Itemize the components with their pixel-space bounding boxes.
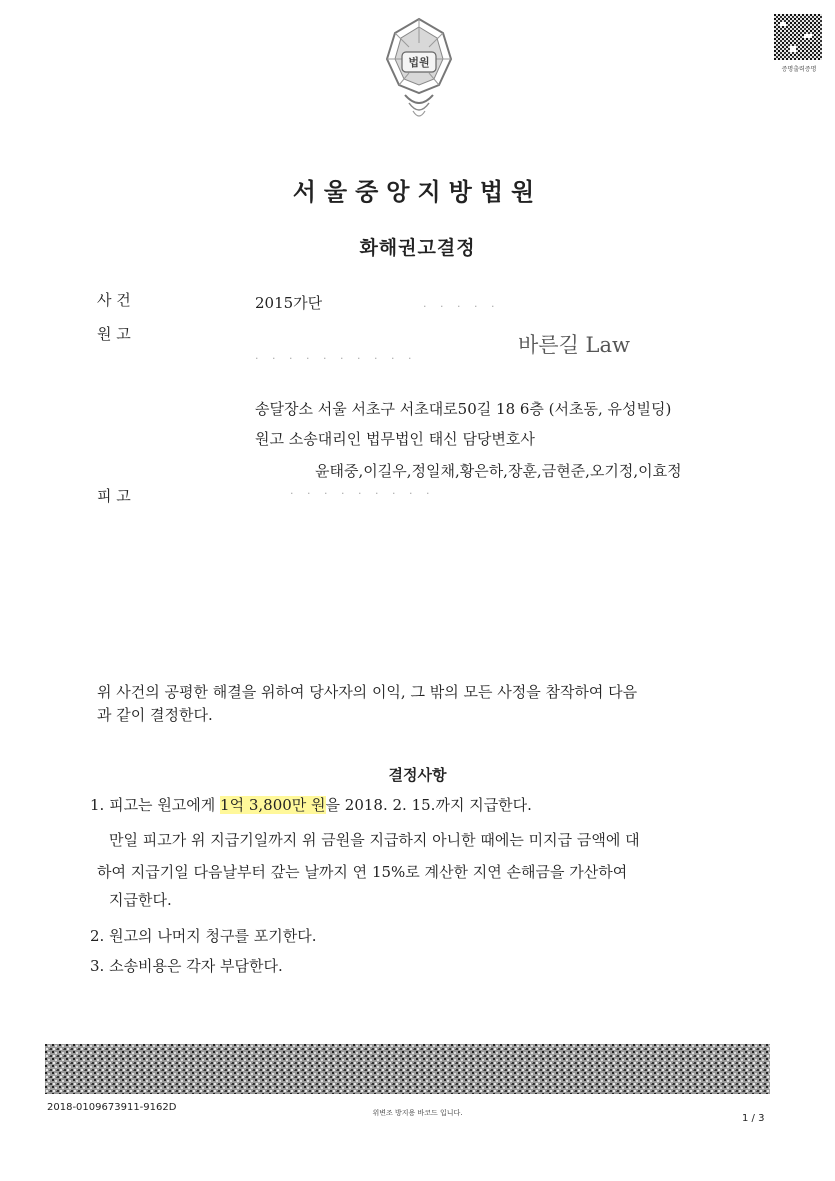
- defendant-label: 피 고: [97, 487, 131, 505]
- decision-item-1-line-4: 지급한다.: [109, 891, 172, 909]
- decision-item-1: [90, 794, 532, 815]
- intro-line-2: 과 같이 결정한다.: [97, 706, 213, 724]
- awarded-amount: 1억 3,800만 원: [220, 796, 326, 814]
- decision-item-1-suffix: 을 2018. 2. 15.까지 지급한다.: [325, 796, 532, 814]
- anti-forgery-caption: 위변조 방지용 바코드 입니다.: [372, 1109, 463, 1117]
- case-label: 사 건: [97, 291, 131, 309]
- document-title: 화해권고결정: [359, 237, 476, 259]
- intro-line-1: 위 사건의 공평한 해결을 위하여 당사자의 이익, 그 밖의 모든 사정을 참작하여 다음: [97, 683, 638, 701]
- stamp-korean: 바른길: [518, 333, 579, 357]
- court-name: 서울중앙지방법원: [292, 178, 543, 206]
- redacted-plaintiff: · · · · · · · · · ·: [255, 352, 417, 365]
- court-emblem: [383, 15, 455, 127]
- decision-item-3: 3. 소송비용은 각자 부담한다.: [90, 957, 283, 975]
- counsel-line: 원고 소송대리인 법무법인 태신 담당변호사: [255, 430, 535, 448]
- plaintiff-label: 원 고: [97, 325, 131, 343]
- decision-item-1-line-2: 만일 피고가 위 지급기일까지 위 금원을 지급하지 아니한 때에는 미지급 금액에 대: [109, 831, 640, 849]
- lawyer-names: 윤태중,이길우,정일채,황은하,장훈,금현준,오기정,이효정: [315, 462, 682, 480]
- decision-item-1-line-3: 하여 지급기일 다음날부터 갚는 날까지 연 15%로 계산한 지연 손해금을 가산하여: [97, 863, 628, 881]
- case-number: 2015가단: [255, 294, 323, 312]
- qr-caption: 증명출력증명: [781, 66, 817, 73]
- redacted-defendant: · · · · · · · · ·: [290, 487, 435, 500]
- document-number: 2018-0109673911-9162D: [47, 1102, 177, 1113]
- verification-qr-icon: [774, 14, 822, 60]
- decision-item-1-prefix: 1. 피고는 원고에게: [90, 796, 221, 814]
- emblem-label: 법원: [408, 56, 430, 69]
- anti-forgery-barcode: [45, 1044, 770, 1094]
- decision-item-2: 2. 원고의 나머지 청구를 포기한다.: [90, 927, 317, 945]
- redacted-case-detail: · · · · ·: [423, 300, 500, 313]
- service-address: 송달장소 서울 서초구 서초대로50길 18 6층 (서초동, 유성빌딩): [255, 400, 672, 418]
- stamp-latin: Law: [585, 333, 630, 357]
- decision-heading: 결정사항: [388, 766, 447, 784]
- page-number: 1 / 3: [742, 1113, 765, 1124]
- law-firm-stamp: [518, 329, 630, 359]
